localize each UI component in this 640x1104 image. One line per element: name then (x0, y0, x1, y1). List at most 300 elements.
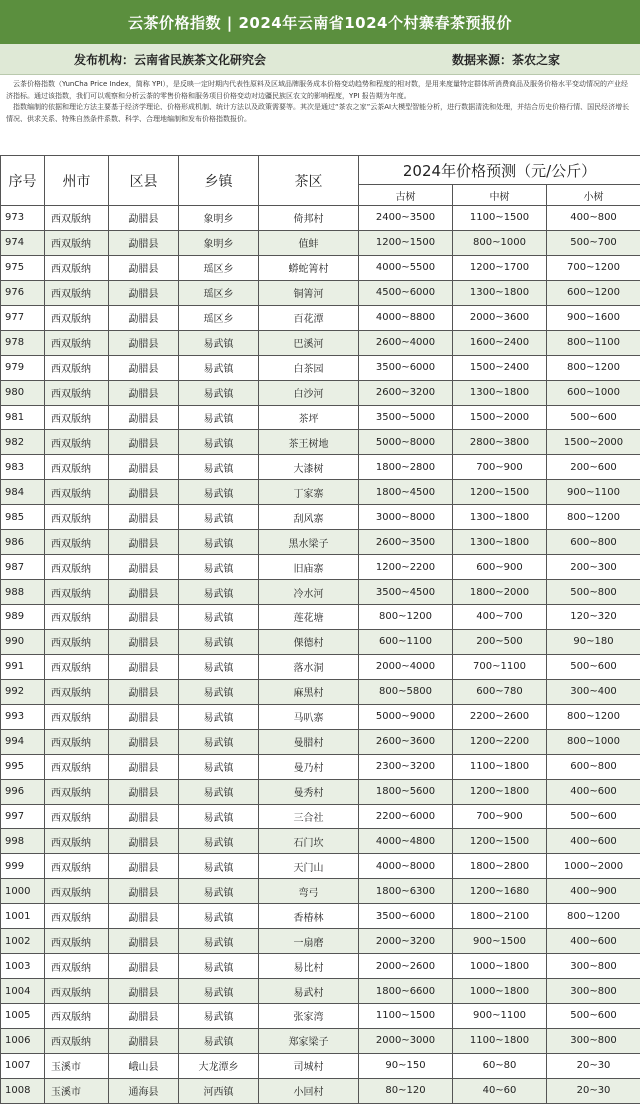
table-row (1, 480, 640, 505)
seq-cell: 997 (1, 804, 45, 829)
mid-tree-price-cell: 700~900 (453, 804, 547, 829)
prefecture-cell: 西双版纳 (45, 430, 109, 455)
county-cell: 勐腊县 (109, 480, 179, 505)
old-tree-price-cell: 5000~9000 (359, 704, 453, 729)
seq-cell: 1006 (1, 1028, 45, 1053)
prefecture-cell: 西双版纳 (45, 1028, 109, 1053)
table-row (1, 355, 640, 380)
publisher-label: 发布机构：云南省民族茶文化研究会 (0, 51, 340, 68)
intro-paragraph-2: 指数编制的依据和理论方法主要基于经济学理论、价格形成机制、统计方法以及政策需要等。其次是通过“茶农之家”云茶AI大模型智能分析，进行数据清洗和处理，并结合历史价格行情、国民经济增长情况、供求关系、特殊自然条件系数、科学、合理地编制和发布价格指数报价。 (6, 102, 634, 125)
seq-cell: 1008 (1, 1078, 45, 1103)
mid-tree-price-cell: 2200~2600 (453, 704, 547, 729)
table-row (1, 1053, 640, 1078)
old-tree-price-cell: 1800~2800 (359, 455, 453, 480)
seq-cell: 979 (1, 355, 45, 380)
seq-cell: 981 (1, 405, 45, 430)
seq-cell: 980 (1, 380, 45, 405)
page-title: 云茶价格指数 | 2024年云南省1024个村寨春茶预报价 (0, 0, 640, 44)
county-cell: 勐腊县 (109, 255, 179, 280)
mid-tree-price-cell: 400~700 (453, 605, 547, 630)
tea-area-cell: 百花潭 (259, 305, 359, 330)
township-cell: 象明乡 (179, 230, 259, 255)
mid-tree-price-cell: 1200~1680 (453, 879, 547, 904)
mid-tree-price-cell: 900~1500 (453, 929, 547, 954)
township-cell: 易武镇 (179, 679, 259, 704)
table-row (1, 455, 640, 480)
county-cell: 勐腊县 (109, 555, 179, 580)
township-cell: 易武镇 (179, 879, 259, 904)
old-tree-price-cell: 4000~8800 (359, 305, 453, 330)
tea-area-cell: 值蚌 (259, 230, 359, 255)
mid-tree-price-cell: 1300~1800 (453, 380, 547, 405)
small-tree-price-cell: 500~600 (547, 405, 640, 430)
prefecture-cell: 西双版纳 (45, 854, 109, 879)
small-tree-price-cell: 800~1200 (547, 505, 640, 530)
old-tree-price-cell: 90~150 (359, 1053, 453, 1078)
tea-area-cell: 一扇磨 (259, 929, 359, 954)
small-tree-price-cell: 900~1600 (547, 305, 640, 330)
county-cell: 勐腊县 (109, 355, 179, 380)
seq-cell: 1000 (1, 879, 45, 904)
township-cell: 瑶区乡 (179, 280, 259, 305)
table-row (1, 679, 640, 704)
table-row (1, 580, 640, 605)
mid-tree-price-cell: 1100~1800 (453, 754, 547, 779)
tea-area-cell: 曼秀村 (259, 779, 359, 804)
seq-cell: 975 (1, 255, 45, 280)
county-cell: 勐腊县 (109, 754, 179, 779)
table-row (1, 779, 640, 804)
small-tree-price-cell: 200~300 (547, 555, 640, 580)
small-tree-price-cell: 20~30 (547, 1078, 640, 1103)
table-row (1, 979, 640, 1004)
old-tree-price-cell: 80~120 (359, 1078, 453, 1103)
township-cell: 易武镇 (179, 754, 259, 779)
small-tree-price-cell: 90~180 (547, 629, 640, 654)
tea-area-cell: 茶王树地 (259, 430, 359, 455)
county-cell: 通海县 (109, 1078, 179, 1103)
township-cell: 易武镇 (179, 1004, 259, 1029)
prefecture-cell: 西双版纳 (45, 829, 109, 854)
county-cell: 勐腊县 (109, 605, 179, 630)
county-cell: 勐腊县 (109, 929, 179, 954)
old-tree-price-cell: 800~1200 (359, 605, 453, 630)
township-cell: 瑶区乡 (179, 255, 259, 280)
township-cell: 易武镇 (179, 654, 259, 679)
tea-area-cell: 刮风寨 (259, 505, 359, 530)
small-tree-price-cell: 1000~2000 (547, 854, 640, 879)
header-small-tree: 小树 (547, 185, 640, 206)
old-tree-price-cell: 3500~5000 (359, 405, 453, 430)
prefecture-cell: 西双版纳 (45, 754, 109, 779)
seq-cell: 998 (1, 829, 45, 854)
intro-text (0, 75, 640, 155)
mid-tree-price-cell: 1200~2200 (453, 729, 547, 754)
county-cell: 勐腊县 (109, 654, 179, 679)
old-tree-price-cell: 1800~6300 (359, 879, 453, 904)
seq-cell: 991 (1, 654, 45, 679)
county-cell: 勐腊县 (109, 979, 179, 1004)
small-tree-price-cell: 600~800 (547, 754, 640, 779)
seq-cell: 993 (1, 704, 45, 729)
seq-cell: 999 (1, 854, 45, 879)
county-cell: 勐腊县 (109, 1004, 179, 1029)
header-county: 区县 (109, 156, 179, 206)
mid-tree-price-cell: 1800~2100 (453, 904, 547, 929)
small-tree-price-cell: 800~1200 (547, 355, 640, 380)
old-tree-price-cell: 2600~3200 (359, 380, 453, 405)
small-tree-price-cell: 800~1100 (547, 330, 640, 355)
small-tree-price-cell: 1500~2000 (547, 430, 640, 455)
table-row (1, 629, 640, 654)
mid-tree-price-cell: 1200~1500 (453, 829, 547, 854)
mid-tree-price-cell: 600~780 (453, 679, 547, 704)
tea-area-cell: 冷水河 (259, 580, 359, 605)
county-cell: 勐腊县 (109, 804, 179, 829)
mid-tree-price-cell: 1200~1700 (453, 255, 547, 280)
table-row (1, 754, 640, 779)
old-tree-price-cell: 4000~8000 (359, 854, 453, 879)
old-tree-price-cell: 2600~4000 (359, 330, 453, 355)
seq-cell: 977 (1, 305, 45, 330)
prefecture-cell: 西双版纳 (45, 605, 109, 630)
township-cell: 易武镇 (179, 555, 259, 580)
county-cell: 勐腊县 (109, 380, 179, 405)
mid-tree-price-cell: 1600~2400 (453, 330, 547, 355)
seq-cell: 976 (1, 280, 45, 305)
mid-tree-price-cell: 1200~1800 (453, 779, 547, 804)
township-cell: 河西镇 (179, 1078, 259, 1103)
old-tree-price-cell: 2200~6000 (359, 804, 453, 829)
tea-area-cell: 弯弓 (259, 879, 359, 904)
county-cell: 勐腊县 (109, 580, 179, 605)
table-row (1, 555, 640, 580)
tea-area-cell: 小回村 (259, 1078, 359, 1103)
prefecture-cell: 西双版纳 (45, 380, 109, 405)
tea-area-cell: 蟒蛇箐村 (259, 255, 359, 280)
county-cell: 勐腊县 (109, 206, 179, 231)
small-tree-price-cell: 500~700 (547, 230, 640, 255)
table-row (1, 904, 640, 929)
small-tree-price-cell: 500~600 (547, 654, 640, 679)
seq-cell: 1007 (1, 1053, 45, 1078)
mid-tree-price-cell: 1000~1800 (453, 954, 547, 979)
seq-cell: 973 (1, 206, 45, 231)
old-tree-price-cell: 5000~8000 (359, 430, 453, 455)
table-row (1, 654, 640, 679)
tea-area-cell: 曼腊村 (259, 729, 359, 754)
mid-tree-price-cell: 1300~1800 (453, 530, 547, 555)
seq-cell: 1005 (1, 1004, 45, 1029)
table-row (1, 704, 640, 729)
old-tree-price-cell: 2600~3500 (359, 530, 453, 555)
prefecture-cell: 西双版纳 (45, 779, 109, 804)
tea-area-cell: 天门山 (259, 854, 359, 879)
tea-area-cell: 易武村 (259, 979, 359, 1004)
small-tree-price-cell: 400~900 (547, 879, 640, 904)
table-row (1, 330, 640, 355)
township-cell: 易武镇 (179, 1028, 259, 1053)
seq-cell: 987 (1, 555, 45, 580)
mid-tree-price-cell: 200~500 (453, 629, 547, 654)
tea-area-cell: 旧庙寨 (259, 555, 359, 580)
township-cell: 易武镇 (179, 580, 259, 605)
prefecture-cell: 西双版纳 (45, 704, 109, 729)
prefecture-cell: 西双版纳 (45, 654, 109, 679)
seq-cell: 974 (1, 230, 45, 255)
township-cell: 易武镇 (179, 704, 259, 729)
small-tree-price-cell: 600~1000 (547, 380, 640, 405)
table-row (1, 829, 640, 854)
county-cell: 勐腊县 (109, 430, 179, 455)
old-tree-price-cell: 1100~1500 (359, 1004, 453, 1029)
township-cell: 易武镇 (179, 605, 259, 630)
old-tree-price-cell: 600~1100 (359, 629, 453, 654)
small-tree-price-cell: 800~1000 (547, 729, 640, 754)
county-cell: 勐腊县 (109, 1028, 179, 1053)
small-tree-price-cell: 700~1200 (547, 255, 640, 280)
prefecture-cell: 西双版纳 (45, 355, 109, 380)
county-cell: 勐腊县 (109, 405, 179, 430)
header-township: 乡镇 (179, 156, 259, 206)
table-row (1, 1078, 640, 1103)
table-row (1, 929, 640, 954)
table-row (1, 729, 640, 754)
seq-cell: 995 (1, 754, 45, 779)
mid-tree-price-cell: 1500~2400 (453, 355, 547, 380)
county-cell: 勐腊县 (109, 704, 179, 729)
township-cell: 瑶区乡 (179, 305, 259, 330)
small-tree-price-cell: 20~30 (547, 1053, 640, 1078)
tea-area-cell: 易比村 (259, 954, 359, 979)
township-cell: 易武镇 (179, 530, 259, 555)
tea-area-cell: 莲花塘 (259, 605, 359, 630)
county-cell: 勐腊县 (109, 305, 179, 330)
township-cell: 易武镇 (179, 729, 259, 754)
tea-area-cell: 白茶园 (259, 355, 359, 380)
township-cell: 易武镇 (179, 355, 259, 380)
prefecture-cell: 西双版纳 (45, 954, 109, 979)
table-row (1, 954, 640, 979)
small-tree-price-cell: 400~600 (547, 779, 640, 804)
source-label: 数据来源：茶农之家 (340, 51, 640, 68)
mid-tree-price-cell: 40~60 (453, 1078, 547, 1103)
small-tree-price-cell: 120~320 (547, 605, 640, 630)
header-mid-tree: 中树 (453, 185, 547, 206)
small-tree-price-cell: 400~800 (547, 206, 640, 231)
header-prefecture: 州市 (45, 156, 109, 206)
mid-tree-price-cell: 1000~1800 (453, 979, 547, 1004)
old-tree-price-cell: 1800~6600 (359, 979, 453, 1004)
seq-cell: 988 (1, 580, 45, 605)
prefecture-cell: 西双版纳 (45, 230, 109, 255)
header-price-forecast: 2024年价格预测（元/公斤） (359, 156, 640, 185)
tea-area-cell: 马叭寨 (259, 704, 359, 729)
county-cell: 勐腊县 (109, 530, 179, 555)
mid-tree-price-cell: 1300~1800 (453, 280, 547, 305)
seq-cell: 990 (1, 629, 45, 654)
small-tree-price-cell: 600~1200 (547, 280, 640, 305)
small-tree-price-cell: 500~600 (547, 1004, 640, 1029)
table-row (1, 206, 640, 231)
table-row (1, 530, 640, 555)
tea-area-cell: 落水洞 (259, 654, 359, 679)
old-tree-price-cell: 800~5800 (359, 679, 453, 704)
county-cell: 勐腊县 (109, 729, 179, 754)
old-tree-price-cell: 4000~4800 (359, 829, 453, 854)
prefecture-cell: 西双版纳 (45, 729, 109, 754)
old-tree-price-cell: 1800~5600 (359, 779, 453, 804)
table-row (1, 405, 640, 430)
table-row (1, 605, 640, 630)
mid-tree-price-cell: 2000~3600 (453, 305, 547, 330)
tea-area-cell: 黑水梁子 (259, 530, 359, 555)
small-tree-price-cell: 400~600 (547, 929, 640, 954)
township-cell: 易武镇 (179, 505, 259, 530)
seq-cell: 978 (1, 330, 45, 355)
price-table (0, 155, 640, 1104)
seq-cell: 992 (1, 679, 45, 704)
prefecture-cell: 西双版纳 (45, 305, 109, 330)
table-row (1, 255, 640, 280)
prefecture-cell: 西双版纳 (45, 904, 109, 929)
prefecture-cell: 西双版纳 (45, 530, 109, 555)
table-row (1, 1004, 640, 1029)
township-cell: 易武镇 (179, 380, 259, 405)
prefecture-cell: 西双版纳 (45, 480, 109, 505)
prefecture-cell: 西双版纳 (45, 505, 109, 530)
county-cell: 勐腊县 (109, 854, 179, 879)
old-tree-price-cell: 1200~1500 (359, 230, 453, 255)
tea-area-cell: 倮德村 (259, 629, 359, 654)
township-cell: 易武镇 (179, 779, 259, 804)
prefecture-cell: 西双版纳 (45, 1004, 109, 1029)
county-cell: 勐腊县 (109, 505, 179, 530)
tea-area-cell: 石门坎 (259, 829, 359, 854)
township-cell: 易武镇 (179, 804, 259, 829)
table-row (1, 1028, 640, 1053)
county-cell: 勐腊县 (109, 629, 179, 654)
table-row (1, 505, 640, 530)
mid-tree-price-cell: 1800~2000 (453, 580, 547, 605)
old-tree-price-cell: 2000~3200 (359, 929, 453, 954)
old-tree-price-cell: 4500~6000 (359, 280, 453, 305)
table-body (1, 206, 640, 1104)
table-row (1, 804, 640, 829)
header-tea-area: 茶区 (259, 156, 359, 206)
header-old-tree: 古树 (359, 185, 453, 206)
mid-tree-price-cell: 1800~2800 (453, 854, 547, 879)
old-tree-price-cell: 4000~5500 (359, 255, 453, 280)
tea-area-cell: 香椿林 (259, 904, 359, 929)
seq-cell: 1001 (1, 904, 45, 929)
small-tree-price-cell: 500~800 (547, 580, 640, 605)
prefecture-cell: 玉溪市 (45, 1078, 109, 1103)
mid-tree-price-cell: 1300~1800 (453, 505, 547, 530)
prefecture-cell: 西双版纳 (45, 629, 109, 654)
county-cell: 勐腊县 (109, 779, 179, 804)
tea-area-cell: 白沙河 (259, 380, 359, 405)
mid-tree-price-cell: 700~1100 (453, 654, 547, 679)
table-row (1, 230, 640, 255)
small-tree-price-cell: 300~400 (547, 679, 640, 704)
mid-tree-price-cell: 900~1100 (453, 1004, 547, 1029)
prefecture-cell: 西双版纳 (45, 929, 109, 954)
township-cell: 象明乡 (179, 206, 259, 231)
tea-area-cell: 茶坪 (259, 405, 359, 430)
tea-area-cell: 铜箐河 (259, 280, 359, 305)
small-tree-price-cell: 200~600 (547, 455, 640, 480)
table-row (1, 879, 640, 904)
prefecture-cell: 西双版纳 (45, 455, 109, 480)
tea-area-cell: 大漆树 (259, 455, 359, 480)
mid-tree-price-cell: 1100~1800 (453, 1028, 547, 1053)
small-tree-price-cell: 300~800 (547, 1028, 640, 1053)
mid-tree-price-cell: 800~1000 (453, 230, 547, 255)
small-tree-price-cell: 500~600 (547, 804, 640, 829)
old-tree-price-cell: 2600~3600 (359, 729, 453, 754)
seq-cell: 985 (1, 505, 45, 530)
county-cell: 勐腊县 (109, 679, 179, 704)
seq-cell: 982 (1, 430, 45, 455)
county-cell: 勐腊县 (109, 879, 179, 904)
mid-tree-price-cell: 1500~2000 (453, 405, 547, 430)
tea-area-cell: 张家湾 (259, 1004, 359, 1029)
small-tree-price-cell: 400~600 (547, 829, 640, 854)
table-row (1, 854, 640, 879)
mid-tree-price-cell: 600~900 (453, 555, 547, 580)
old-tree-price-cell: 3500~6000 (359, 904, 453, 929)
prefecture-cell: 西双版纳 (45, 330, 109, 355)
prefecture-cell: 西双版纳 (45, 255, 109, 280)
seq-cell: 983 (1, 455, 45, 480)
prefecture-cell: 西双版纳 (45, 280, 109, 305)
township-cell: 大龙潭乡 (179, 1053, 259, 1078)
mid-tree-price-cell: 1100~1500 (453, 206, 547, 231)
township-cell: 易武镇 (179, 480, 259, 505)
prefecture-cell: 西双版纳 (45, 555, 109, 580)
township-cell: 易武镇 (179, 954, 259, 979)
prefecture-cell: 玉溪市 (45, 1053, 109, 1078)
county-cell: 勐腊县 (109, 330, 179, 355)
table-row (1, 430, 640, 455)
header-seq: 序号 (1, 156, 45, 206)
small-tree-price-cell: 900~1100 (547, 480, 640, 505)
small-tree-price-cell: 300~800 (547, 954, 640, 979)
tea-area-cell: 倚邦村 (259, 206, 359, 231)
prefecture-cell: 西双版纳 (45, 804, 109, 829)
township-cell: 易武镇 (179, 929, 259, 954)
table-row (1, 380, 640, 405)
small-tree-price-cell: 800~1200 (547, 704, 640, 729)
county-cell: 勐腊县 (109, 954, 179, 979)
old-tree-price-cell: 2000~2600 (359, 954, 453, 979)
tea-area-cell: 丁家寨 (259, 480, 359, 505)
small-tree-price-cell: 800~1200 (547, 904, 640, 929)
seq-cell: 994 (1, 729, 45, 754)
seq-cell: 1002 (1, 929, 45, 954)
tea-area-cell: 巴溪河 (259, 330, 359, 355)
old-tree-price-cell: 2300~3200 (359, 754, 453, 779)
seq-cell: 1003 (1, 954, 45, 979)
tea-area-cell: 麻黑村 (259, 679, 359, 704)
county-cell: 勐腊县 (109, 280, 179, 305)
table-row (1, 305, 640, 330)
prefecture-cell: 西双版纳 (45, 580, 109, 605)
seq-cell: 996 (1, 779, 45, 804)
small-tree-price-cell: 600~800 (547, 530, 640, 555)
seq-cell: 986 (1, 530, 45, 555)
